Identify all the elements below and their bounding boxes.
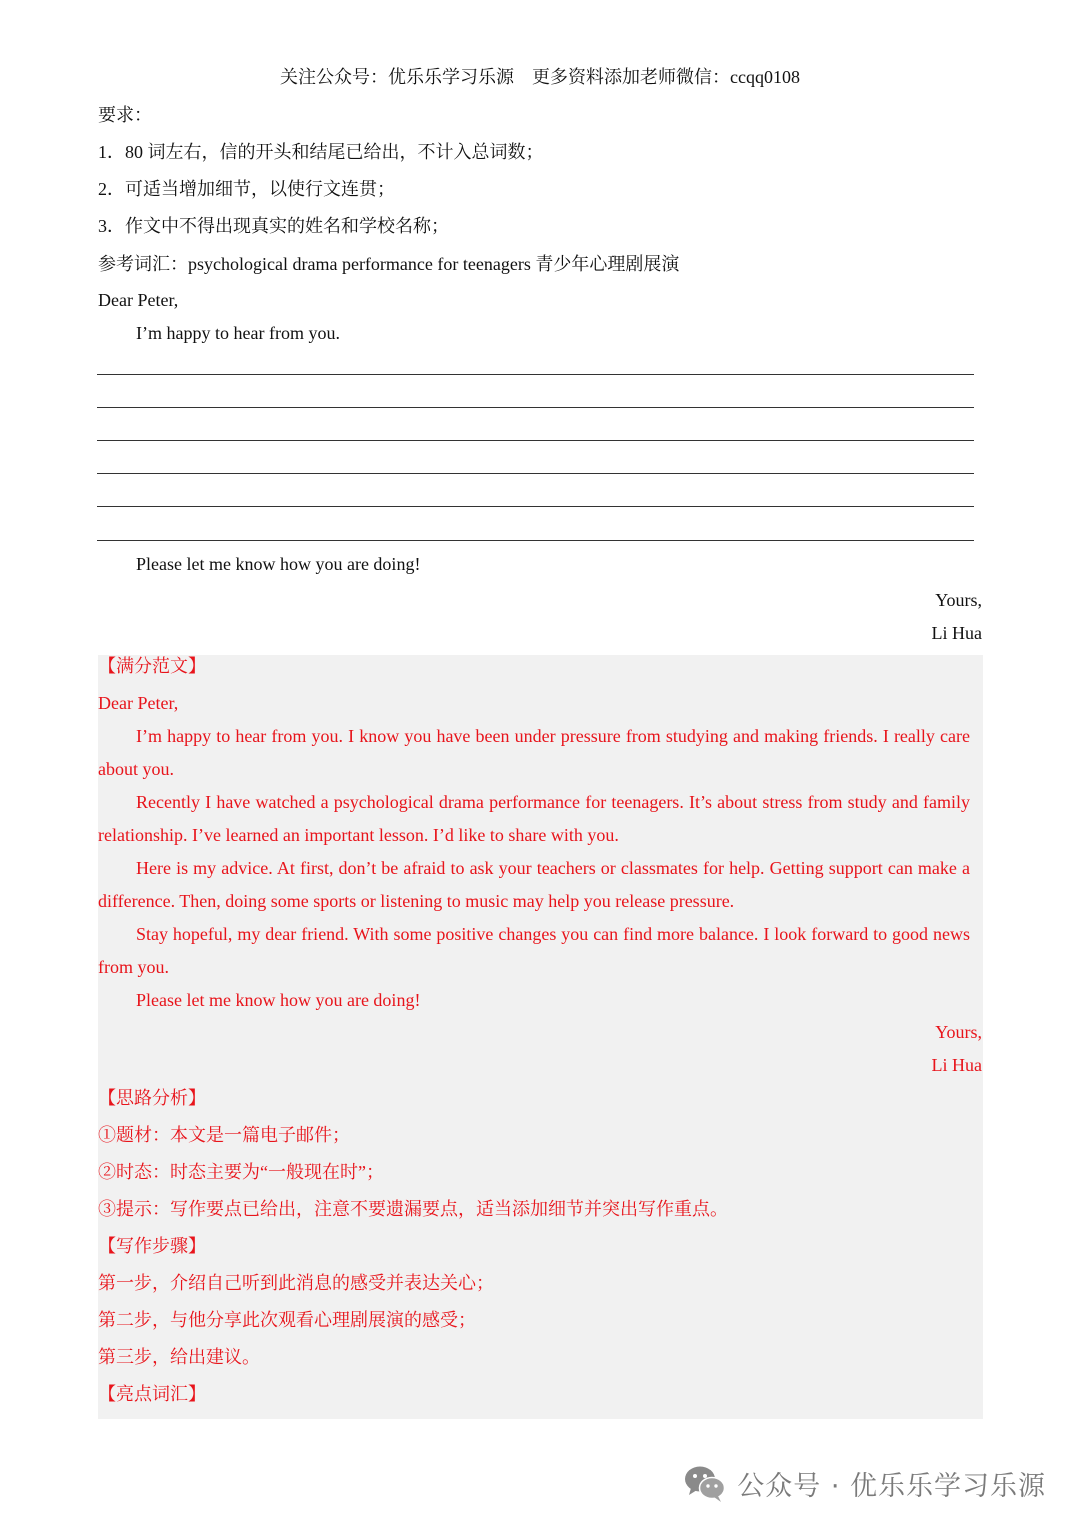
analysis-item: ②时态：时态主要为“一般现在时”；: [98, 1162, 384, 1182]
step-item: 第二步，与他分享此次观看心理剧展演的感受；: [98, 1310, 476, 1330]
reference-vocab: 参考词汇：psychological drama performance for teenagers 青少年心理剧展演: [98, 254, 680, 274]
model-signoff: Yours,: [935, 1022, 982, 1042]
model-salutation: Dear Peter,: [98, 693, 179, 713]
wechat-icon: [683, 1463, 727, 1503]
template-opening: I’m happy to hear from you.: [136, 323, 340, 343]
model-name: Li Hua: [931, 1055, 982, 1075]
template-closing: Please let me know how you are doing!: [136, 554, 421, 574]
requirement-item: 3．作文中不得出现真实的姓名和学校名称；: [98, 216, 449, 236]
model-paragraph: I’m happy to hear from you. I know you have been under pressure from studying and making friends. I really care about you.: [98, 726, 970, 779]
steps-heading: 【写作步骤】: [98, 1236, 206, 1256]
writing-line: [97, 407, 974, 408]
analysis-heading: 【思路分析】: [98, 1088, 206, 1108]
template-salutation: Dear Peter,: [98, 290, 179, 310]
writing-line: [97, 473, 974, 474]
writing-line: [97, 374, 974, 375]
template-signoff: Yours,: [935, 590, 982, 610]
header-left: 关注公众号：优乐乐学习乐源: [280, 67, 514, 87]
model-essay-heading: 【满分范文】: [98, 656, 206, 676]
watermark: [683, 1463, 1046, 1503]
model-paragraph: Please let me know how you are doing!: [136, 990, 421, 1010]
highlights-heading: 【亮点词汇】: [98, 1384, 206, 1404]
model-paragraph: Stay hopeful, my dear friend. With some positive changes you can find more balance. I look forward to good news from you.: [98, 924, 970, 977]
analysis-item: ①题材：本文是一篇电子邮件；: [98, 1125, 350, 1145]
requirement-item: 2．可适当增加细节，以使行文连贯；: [98, 179, 395, 199]
requirements-title: 要求：: [98, 105, 152, 125]
model-paragraph: Here is my advice. At first, don’t be afraid to ask your teachers or classmates for help. Getting support can make a difference. Then, doing some sports or listening to music may help you release pressure.: [98, 858, 970, 911]
step-item: 第一步，介绍自己听到此消息的感受并表达关心；: [98, 1273, 494, 1293]
writing-line: [97, 440, 974, 441]
writing-line: [97, 506, 974, 507]
watermark-text: 公众号 · 优乐乐学习乐源: [737, 1470, 1046, 1502]
page-header: [0, 64, 1080, 90]
step-item: 第三步，给出建议。: [98, 1347, 260, 1367]
analysis-item: ③提示：写作要点已给出，注意不要遗漏要点，适当添加细节并突出写作重点。: [98, 1199, 728, 1219]
requirement-item: 1．80 词左右，信的开头和结尾已给出，不计入总词数；: [98, 142, 544, 162]
template-name: Li Hua: [931, 623, 982, 643]
writing-line: [97, 540, 974, 541]
header-right: 更多资料添加老师微信：ccqq0108: [532, 67, 800, 87]
model-paragraph: Recently I have watched a psychological drama performance for teenagers. It’s about stress from study and family relationship. I’ve learned an important lesson. I’d like to share with you.: [98, 792, 970, 845]
